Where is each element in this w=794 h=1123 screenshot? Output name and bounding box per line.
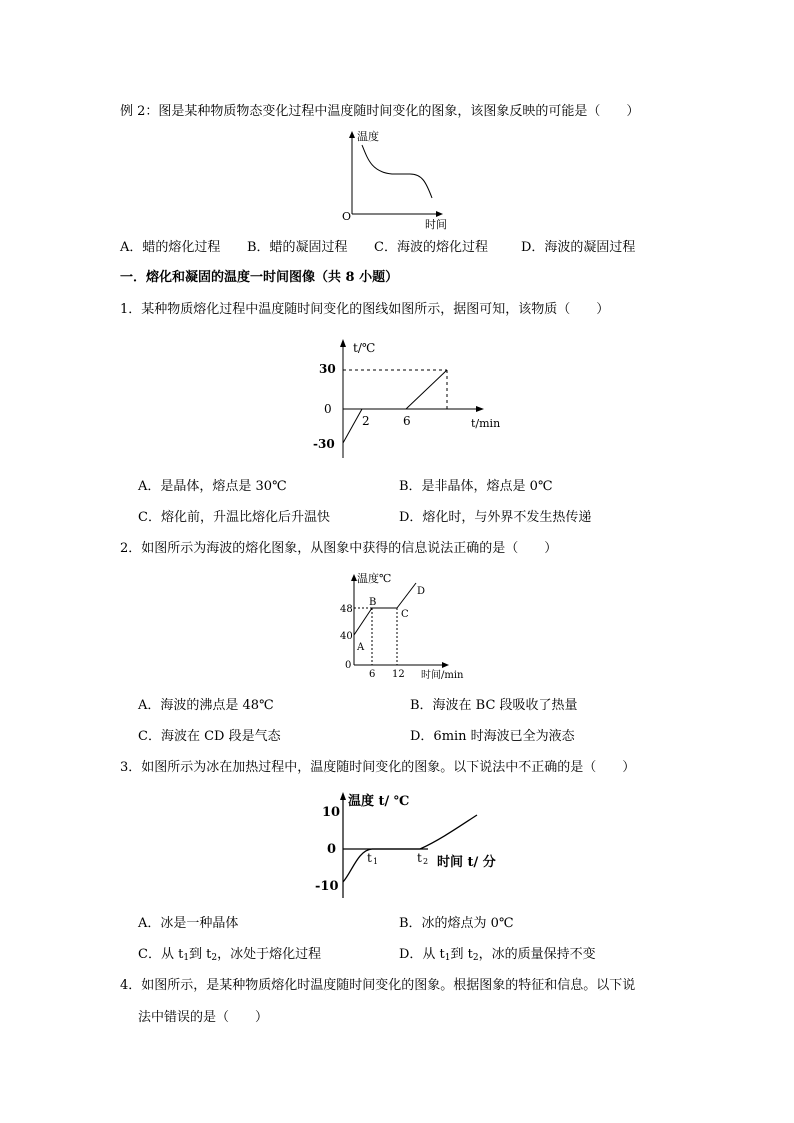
q2-y-arrow xyxy=(351,574,357,581)
q3-x-label: 时间 t/ 分 xyxy=(437,855,496,870)
q2-tick-0: 0 xyxy=(345,660,352,671)
q1-tick-0: 0 xyxy=(324,402,332,416)
q1-tick-2: 2 xyxy=(362,414,370,428)
q2-line-ab xyxy=(354,608,372,635)
q2-tick-12: 12 xyxy=(392,669,405,680)
q3-t1-sub: 1 xyxy=(373,857,379,866)
q1-option-b: B．是非晶体，熔点是 0℃ xyxy=(399,479,553,494)
q1-option-d: D．熔化时，与外界不发生热传递 xyxy=(399,510,592,525)
q3-y-label: 温度 t/ ℃ xyxy=(348,794,410,809)
example-curve xyxy=(362,145,432,198)
q2-option-b: B．海波在 BC 段吸收了热量 xyxy=(410,698,578,713)
q1-stem: 1．某种物质熔化过程中温度随时间变化的图线如图所示，据图可知，该物质（ ） xyxy=(120,302,610,317)
q3-t1-label: t xyxy=(367,851,372,865)
q3-option-c: C．从 $t_1$到 $t_2$，冰处于熔化过程 xyxy=(138,947,322,963)
q1-tick-30: 30 xyxy=(319,362,336,376)
q3-t2-sub: 2 xyxy=(423,857,429,866)
section-title: 一．熔化和凝固的温度一时间图像（共 8 小题） xyxy=(120,270,399,285)
example-y-label: 温度 xyxy=(357,130,379,143)
q1-tick-neg30: -30 xyxy=(313,437,335,451)
q2-point-c: C xyxy=(401,609,409,620)
q1-option-c: C．熔化前，升温比熔化后升温快 xyxy=(138,510,330,525)
q2-point-d: D xyxy=(417,586,426,597)
q2-y-label: 温度℃ xyxy=(357,572,392,585)
q1-y-label: t/℃ xyxy=(353,341,376,355)
q1-tick-6: 6 xyxy=(403,414,411,428)
q2-x-label: 时间/min xyxy=(421,670,464,681)
example-origin: O xyxy=(342,210,352,223)
q2-stem: 2．如图所示为海波的熔化图象，从图象中获得的信息说法正确的是（ ） xyxy=(120,541,558,556)
example-option-a: A．蜡的熔化过程 xyxy=(120,240,221,255)
example-x-arrow xyxy=(436,211,443,217)
example-option-c: C．海波的熔化过程 xyxy=(374,240,488,255)
q1-x-arrow xyxy=(476,406,484,412)
example-x-label: 时间 xyxy=(425,218,447,231)
q3-y-arrow xyxy=(340,792,346,800)
q3-curve xyxy=(343,815,477,882)
q4-stem-line1: 4．如图所示，是某种物质熔化时温度随时间变化的图象。根据图象的特征和信息。以下说 xyxy=(120,978,636,993)
example-question: 例 2：图是某种物质物态变化过程中温度随时间变化的图象，该图象反映的可能是（ ） xyxy=(120,104,640,119)
q2-point-b: B xyxy=(369,597,377,608)
q3-tick-neg10: -10 xyxy=(315,879,339,894)
q4-stem-line2: 法中错误的是（ ） xyxy=(138,1010,269,1025)
q2-option-d: D．6min 时海波已全为液态 xyxy=(410,729,575,744)
q1-line-heating-solid xyxy=(343,409,362,443)
q2-option-a: A．海波的沸点是 48℃ xyxy=(138,698,274,713)
q2-tick-40: 40 xyxy=(340,631,353,642)
q2-x-arrow xyxy=(442,662,449,668)
example-option-b: B．蜡的凝固过程 xyxy=(247,240,348,255)
q1-option-a: A．是晶体，熔点是 30℃ xyxy=(138,479,287,494)
q3-option-d: D．从 $t_1$到 $t_2$，冰的质量保持不变 xyxy=(399,947,596,963)
example-y-arrow xyxy=(349,131,355,138)
q2-line-cd xyxy=(397,583,416,608)
q2-option-c: C．海波在 CD 段是气态 xyxy=(138,729,281,744)
q3-stem: 3．如图所示为冰在加热过程中，温度随时间变化的图象。以下说法中不正确的是（ ） xyxy=(120,760,636,775)
q1-x-label: t/min xyxy=(471,417,501,430)
q3-option-a: A．冰是一种晶体 xyxy=(138,916,239,931)
q3-option-b: B．冰的熔点为 0℃ xyxy=(399,916,514,931)
q1-y-arrow xyxy=(340,339,346,347)
q2-tick-48: 48 xyxy=(340,604,353,615)
example-option-d: D．海波的凝固过程 xyxy=(521,240,636,255)
q3-t2-label: t xyxy=(417,851,422,865)
q1-line-heating-liquid xyxy=(406,370,447,409)
q2-point-a: A xyxy=(357,642,365,653)
q3-tick-10: 10 xyxy=(322,805,341,820)
q3-tick-0: 0 xyxy=(327,842,337,857)
q2-tick-6: 6 xyxy=(369,669,376,680)
